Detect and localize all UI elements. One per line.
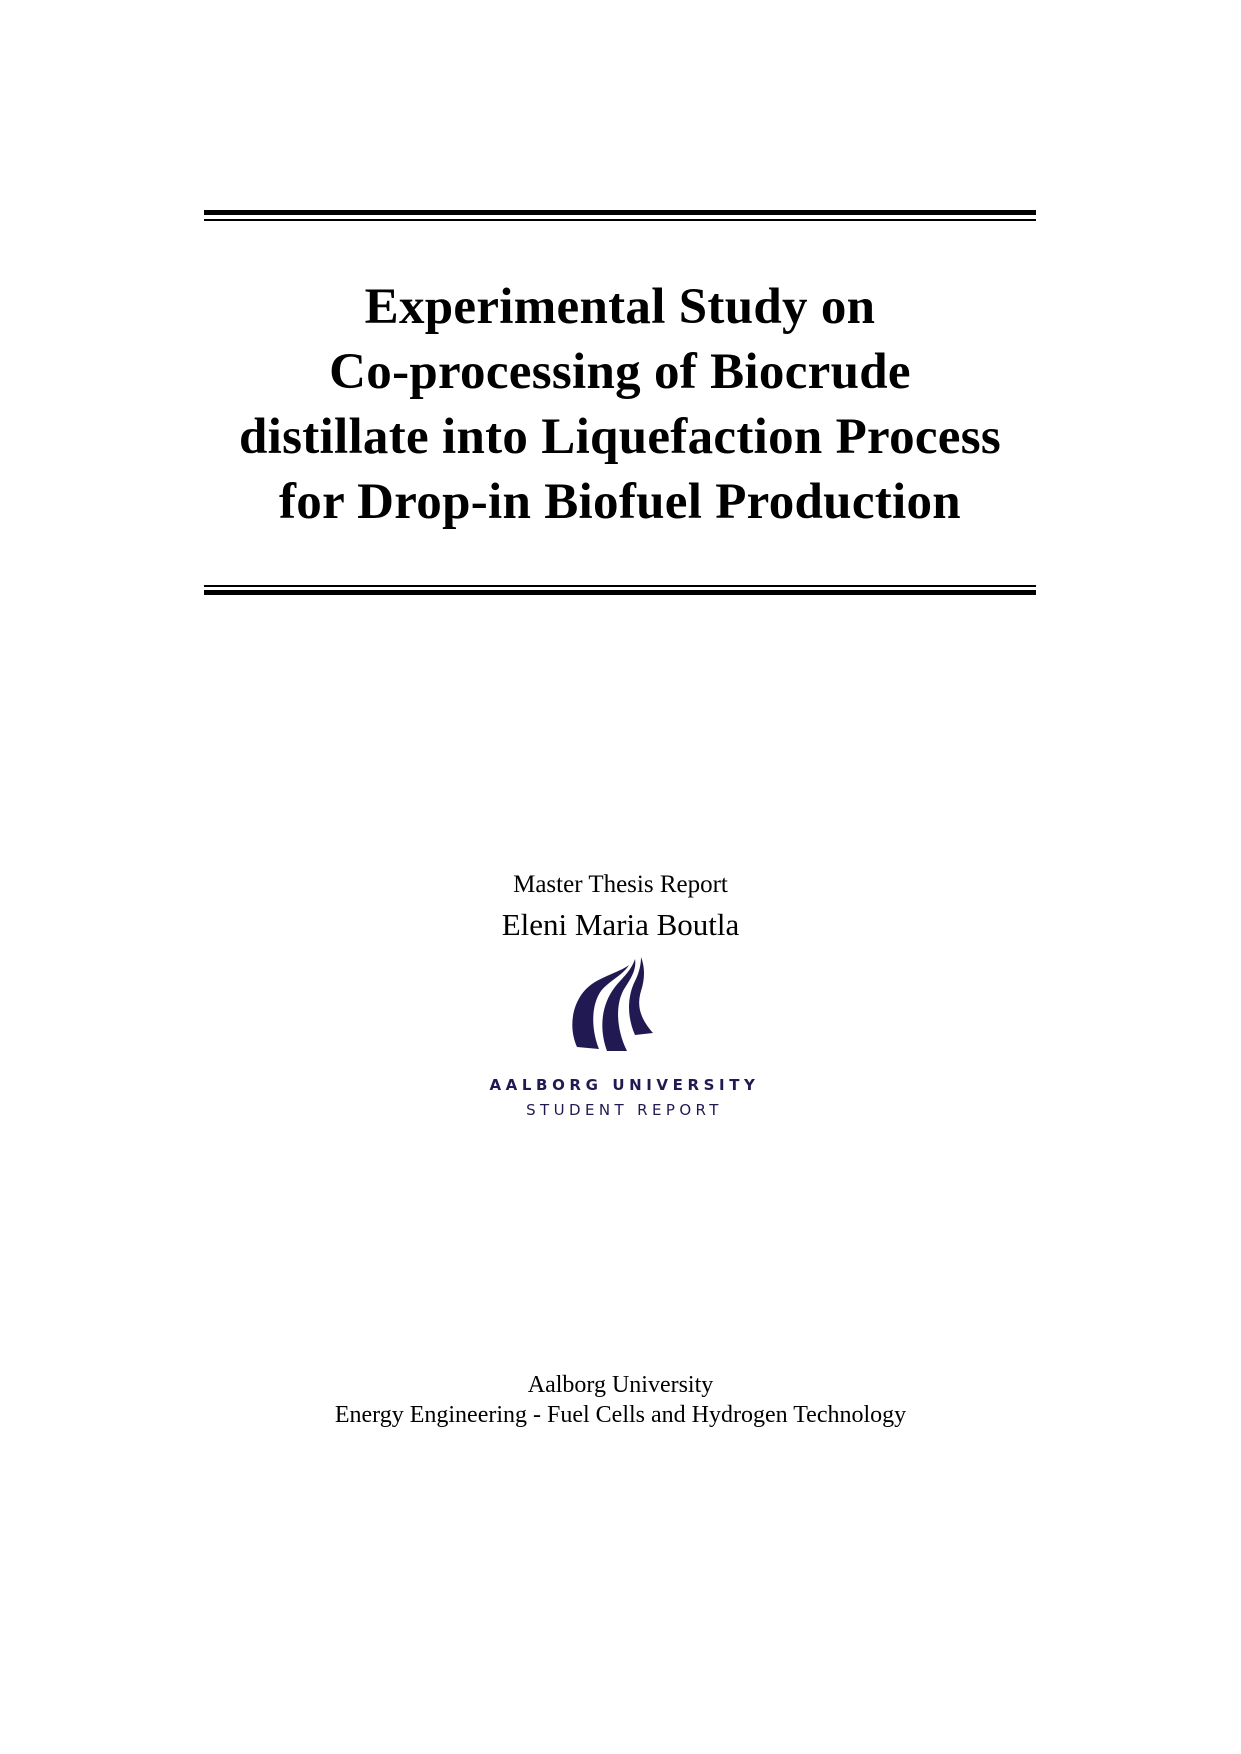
bottom-thin-rule (204, 585, 1036, 587)
university-name: Aalborg University (527, 1372, 714, 1398)
university-logo-name: AALBORG UNIVERSITY (489, 1076, 760, 1094)
title-line-3: distillate into Liquefaction Process (238, 409, 1002, 465)
thesis-title (204, 275, 1036, 535)
title-line-4: for Drop-in Biofuel Production (279, 474, 961, 530)
report-type: Master Thesis Report (513, 871, 728, 898)
student-report-label: STUDENT REPORT (526, 1101, 723, 1119)
department-name: Energy Engineering - Fuel Cells and Hydrogen Technology (334, 1402, 907, 1428)
title-line-1: Experimental Study on (364, 279, 876, 335)
top-thin-rule (204, 219, 1036, 221)
title-line-2: Co-processing of Biocrude (329, 344, 911, 400)
top-thick-rule (204, 210, 1036, 215)
author-name: Eleni Maria Boutla (501, 907, 740, 942)
bottom-thick-rule (204, 590, 1036, 595)
aalborg-university-logo-icon (565, 955, 675, 1055)
